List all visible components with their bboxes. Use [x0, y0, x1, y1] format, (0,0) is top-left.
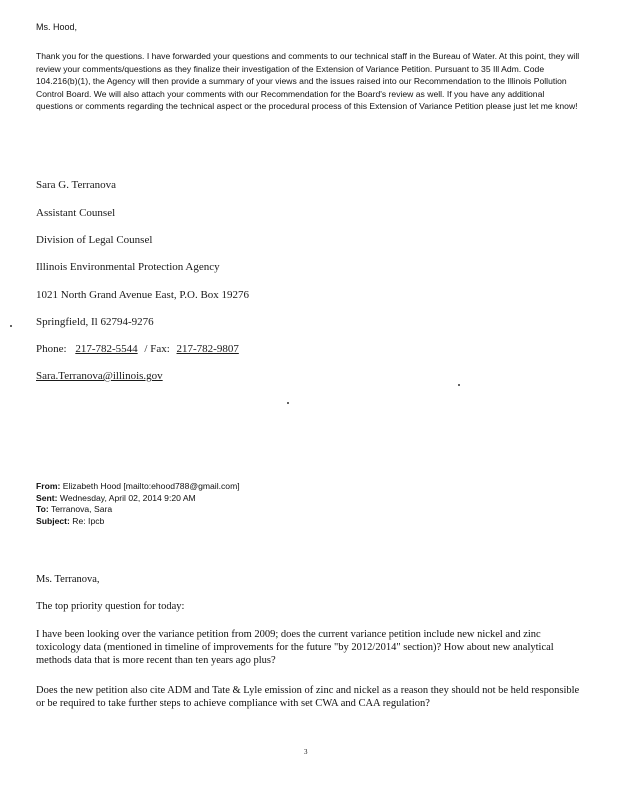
signature-contact [36, 343, 239, 355]
subject-label: Subject: [36, 515, 70, 526]
fax-link[interactable]: 217-782-9807 [176, 343, 239, 355]
scan-speck [10, 325, 12, 327]
phone-label: Phone: [36, 343, 67, 355]
header-from [36, 481, 240, 493]
to-value: Terranova, Sara [50, 504, 113, 514]
header-sent [36, 493, 240, 505]
original-question-2: Does the new petition also cite ADM and Tate & Lyle emission of zinc and nickel as a reason they should not be held responsible or be required to take further steps to achieve compliance with set CWA and CAA regulation? [36, 685, 580, 709]
signature-title: Assistant Counsel [36, 207, 116, 219]
scan-speck [458, 384, 460, 386]
header-subject [36, 516, 240, 528]
original-question-1: I have been looking over the variance petition from 2009; does the current variance petition include new nickel and zinc toxicology data (mentioned in timeline of improvements for the future "by 2012/2014" section)? How about new analytical methods data that is more recent than ten years ago plus? [36, 629, 554, 666]
signature-agency: Illinois Environmental Protection Agency [36, 261, 220, 273]
sent-label: Sent: [36, 492, 58, 503]
signature-division: Division of Legal Counsel [36, 234, 153, 246]
sent-value: Wednesday, April 02, 2014 9:20 AM [59, 492, 196, 503]
email-header [36, 481, 240, 527]
original-salutation: Ms. Terranova, [36, 574, 100, 585]
phone-link[interactable]: 217-782-5544 [75, 343, 138, 355]
fax-label: / Fax: [144, 343, 170, 355]
page-number: 3 [304, 748, 308, 756]
signature-city: Springfield, Il 62794-9276 [36, 316, 154, 328]
email-link[interactable]: Sara.Terranova@illinois.gov [36, 370, 163, 382]
signature-address: 1021 North Grand Avenue East, P.O. Box 19276 [36, 289, 250, 301]
to-label: To: [36, 504, 49, 514]
signature-name: Sara G. Terranova [36, 179, 116, 191]
from-label: From: [36, 481, 61, 491]
original-intro: The top priority question for today: [36, 601, 185, 612]
from-value[interactable]: Elizabeth Hood [mailto:ehood788@gmail.com] [62, 481, 240, 491]
subject-value: Re: Ipcb [72, 515, 105, 526]
reply-paragraph: Thank you for the questions. I have forwarded your questions and comments to our technical staff in the Bureau of Water. At this point, they will review your comments/questions as they finalize their investigation of the Extension of Variance Petition. Pursuant to 35 Ill Adm. Code 104.216(b)(1), the Agency will then provide a summary of your views and the issues raised into our Recommendation to the Illinois Pollution Control Board. We will also attach your comments with our Recommendation for the Board's review as well. If you have any additional questions or comments regarding the technical aspect or the procedural process of this Extension of Variance Petition please just let me know! [36, 51, 580, 112]
header-to [36, 504, 240, 516]
reply-salutation: Ms. Hood, [36, 22, 78, 32]
scan-speck [287, 402, 289, 404]
